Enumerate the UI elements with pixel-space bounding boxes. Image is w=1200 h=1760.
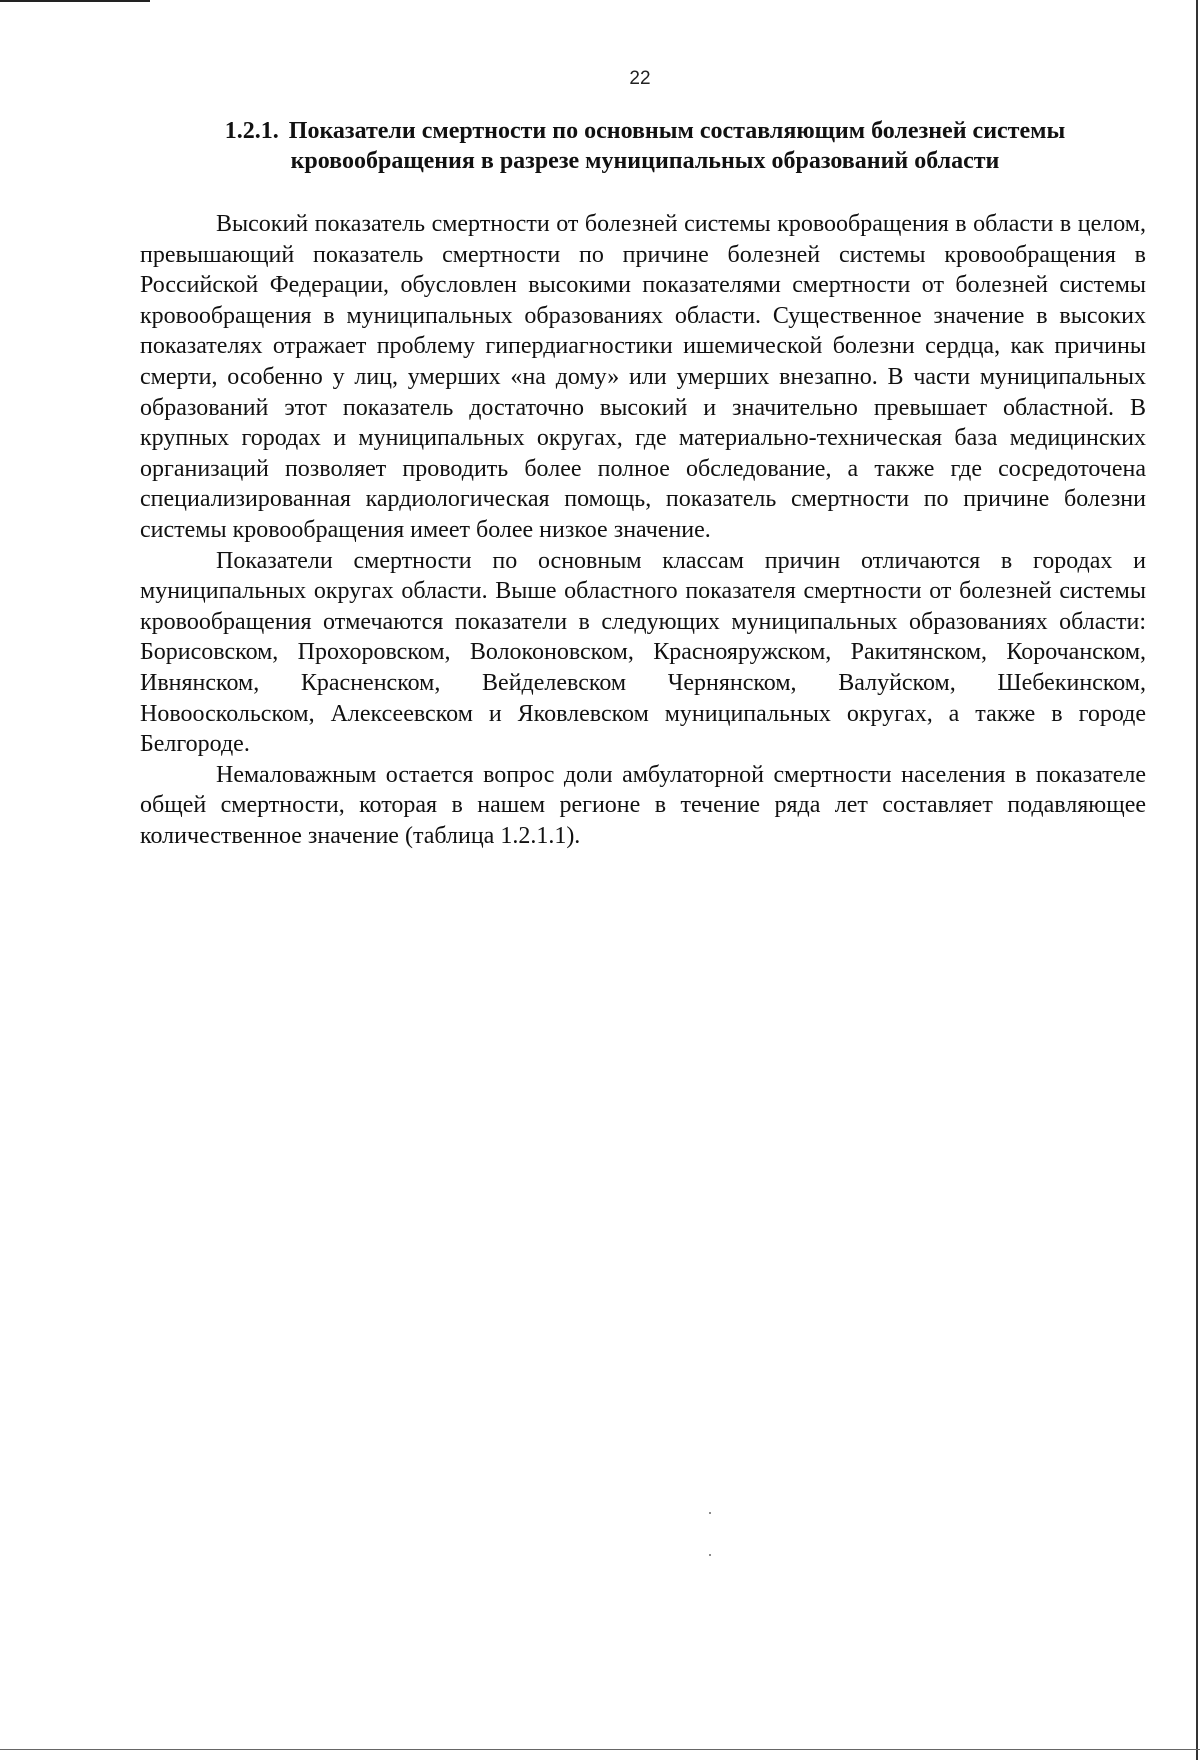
scan-edge-right [1196,0,1198,1760]
section-number: 1.2.1. [224,118,279,144]
section-heading [150,116,1140,176]
paragraph: Показатели смертности по основным классам причин отличаются в городах и муниципальных округах области. Выше областного показателя смертности от болезней системы кровообращения отмечаются показатели в следующих муниципальных образованиях области: Борисовском, Прохоровском, Волоконовском, Краснояружском, Ракитянском, Корочанском, Ивнянском, Красненском, Вейделевском Чернянском, Валуйском, Шебекинском, Новооскольском, Алексеевском и Яковлевском муниципальных округах, а также в городе Белгороде. [140,547,1146,758]
scan-speck [709,1554,711,1556]
scan-edge-bottom [0,1749,1200,1750]
scan-speck [709,1512,711,1514]
paragraph: Высокий показатель смертности от болезней системы кровообращения в области в целом, превышающий показатель смертности по причине болезней системы кровообращения в Российской Федерации, обусловлен высокими показателями смертности от болезней системы кровообращения в муниципальных образованиях области. Существенное значение в высоких показателях отражает проблему гипердиагностики ишемической болезни сердца, как причины смерти, особенно у лиц, умерших «на дому» или умерших внезапно. В части муниципальных образований этот показатель достаточно высокий и значительно превышает областной. В крупных городах и муниципальных округах, где материально-техническая база медицинских организаций позволяет проводить более полное обследование, а также где сосредоточена специализированная кардиологическая помощь, показатель смертности по причине болезни системы кровообращения имеет более низкое значение. [140,211,1146,543]
section-title: Показатели смертности по основным составляющим болезней системы кровообращения в разрезе муниципальных образований области [288,118,1066,174]
scan-edge-top [0,0,150,2]
paragraph: Немаловажным остается вопрос доли амбулаторной смертности населения в показателе общей смертности, которая в нашем регионе в течение ряда лет составляет подавляющее количественное значение (таблица 1.2.1.1). [140,761,1146,849]
body-text [140,209,1146,851]
page-number: 22 [629,68,651,89]
